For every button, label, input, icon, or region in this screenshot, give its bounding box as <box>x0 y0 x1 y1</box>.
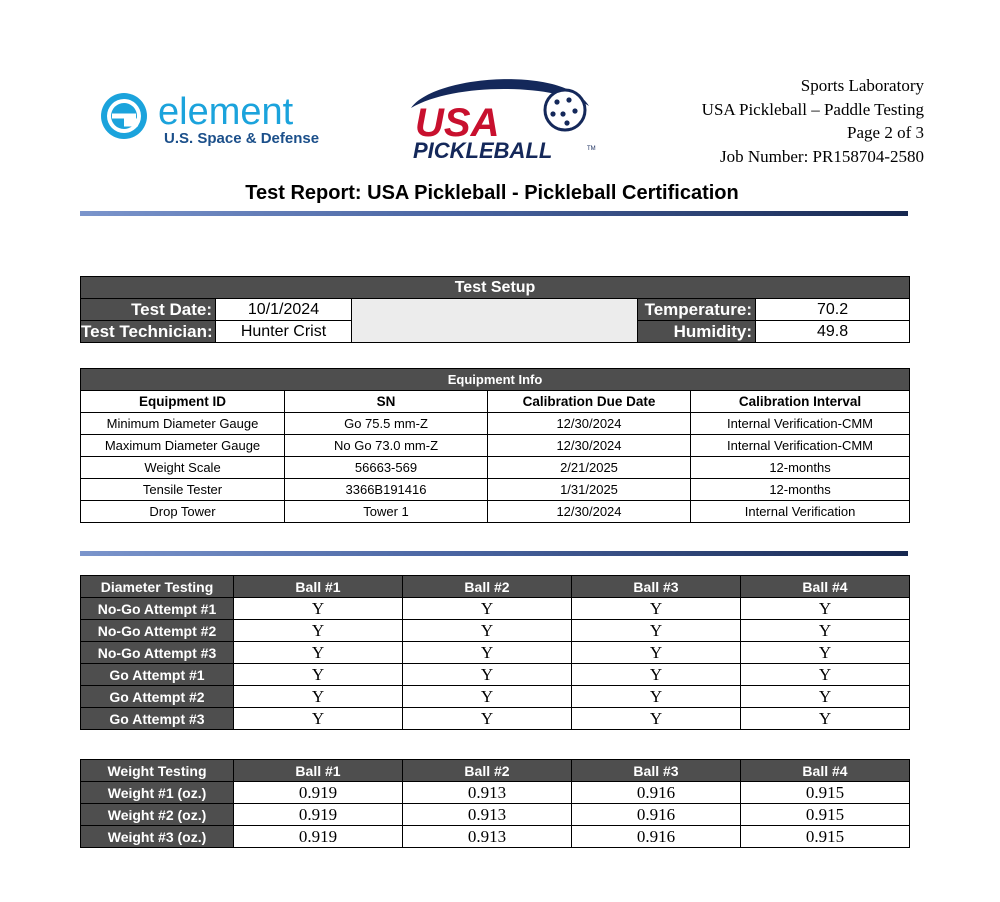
header-divider <box>80 211 908 216</box>
setup-spacer <box>352 299 638 343</box>
equipment-interval-cell: 12-months <box>691 457 910 479</box>
result-cell: Y <box>572 598 741 620</box>
result-cell: Y <box>741 620 910 642</box>
weight-header-label: Weight Testing <box>81 760 234 782</box>
test-date-label: Test Date: <box>81 299 216 321</box>
result-cell: Y <box>403 642 572 664</box>
test-date-value: 10/1/2024 <box>216 299 352 321</box>
table-row <box>81 413 910 435</box>
equipment-header-due: Calibration Due Date <box>488 391 691 413</box>
usa-pickleball-logo <box>405 72 605 162</box>
equipment-id-cell: Tensile Tester <box>81 479 285 501</box>
row-label: Go Attempt #2 <box>81 686 234 708</box>
table-row <box>81 664 910 686</box>
diameter-header-label: Diameter Testing <box>81 576 234 598</box>
row-label: Go Attempt #3 <box>81 708 234 730</box>
equipment-interval-cell: Internal Verification-CMM <box>691 435 910 457</box>
table-row <box>81 435 910 457</box>
pickleball-logo-word: PICKLEBALL <box>413 138 553 162</box>
equipment-sn-cell: No Go 73.0 mm-Z <box>285 435 488 457</box>
weight-cell: 0.915 <box>741 826 910 848</box>
table-row <box>81 782 910 804</box>
result-cell: Y <box>741 598 910 620</box>
equipment-due-cell: 1/31/2025 <box>488 479 691 501</box>
weight-header-ball-4: Ball #4 <box>741 760 910 782</box>
weight-cell: 0.915 <box>741 782 910 804</box>
row-label: Weight #3 (oz.) <box>81 826 234 848</box>
temperature-value: 70.2 <box>756 299 910 321</box>
weight-cell: 0.913 <box>403 804 572 826</box>
result-cell: Y <box>403 598 572 620</box>
weight-cell: 0.913 <box>403 782 572 804</box>
diameter-header-ball-1: Ball #1 <box>234 576 403 598</box>
temperature-label: Temperature: <box>638 299 756 321</box>
result-cell: Y <box>403 664 572 686</box>
result-cell: Y <box>741 708 910 730</box>
result-cell: Y <box>234 642 403 664</box>
result-cell: Y <box>572 642 741 664</box>
diameter-header-ball-3: Ball #3 <box>572 576 741 598</box>
weight-cell: 0.919 <box>234 782 403 804</box>
lab-name: Sports Laboratory <box>800 76 924 95</box>
result-cell: Y <box>234 598 403 620</box>
equipment-banner: Equipment Info <box>81 369 910 391</box>
result-cell: Y <box>572 620 741 642</box>
row-label: Weight #2 (oz.) <box>81 804 234 826</box>
table-row <box>81 708 910 730</box>
equipment-id-cell: Weight Scale <box>81 457 285 479</box>
table-row <box>81 479 910 501</box>
weight-header-ball-1: Ball #1 <box>234 760 403 782</box>
result-cell: Y <box>572 664 741 686</box>
element-logo-name: element <box>158 91 294 133</box>
equipment-table <box>80 368 910 523</box>
result-cell: Y <box>234 620 403 642</box>
element-logo <box>100 90 340 150</box>
result-cell: Y <box>234 686 403 708</box>
trademark-mark: TM <box>587 146 596 152</box>
table-row <box>81 620 910 642</box>
weight-cell: 0.919 <box>234 804 403 826</box>
result-cell: Y <box>741 642 910 664</box>
weight-cell: 0.915 <box>741 804 910 826</box>
section-divider <box>80 551 908 556</box>
equipment-sn-cell: 3366B191416 <box>285 479 488 501</box>
pickleball-icon <box>545 90 585 130</box>
weight-cell: 0.916 <box>572 826 741 848</box>
page-number: Page 2 of 3 <box>847 123 924 142</box>
equipment-interval-cell: Internal Verification-CMM <box>691 413 910 435</box>
weight-header-ball-3: Ball #3 <box>572 760 741 782</box>
result-cell: Y <box>234 708 403 730</box>
table-row <box>81 501 910 523</box>
element-logo-tagline: U.S. Space & Defense <box>164 130 320 147</box>
table-row <box>81 804 910 826</box>
equipment-sn-cell: Go 75.5 mm-Z <box>285 413 488 435</box>
test-setup-table <box>80 276 910 343</box>
weight-cell: 0.916 <box>572 804 741 826</box>
technician-value: Hunter Crist <box>216 321 352 343</box>
result-cell: Y <box>572 708 741 730</box>
lab-info <box>702 74 924 168</box>
equipment-due-cell: 12/30/2024 <box>488 501 691 523</box>
element-logo-icon <box>101 93 147 139</box>
equipment-due-cell: 2/21/2025 <box>488 457 691 479</box>
equipment-id-cell: Maximum Diameter Gauge <box>81 435 285 457</box>
table-row <box>81 598 910 620</box>
equipment-due-cell: 12/30/2024 <box>488 413 691 435</box>
equipment-sn-cell: Tower 1 <box>285 501 488 523</box>
equipment-header-interval: Calibration Interval <box>691 391 910 413</box>
lab-program: USA Pickleball – Paddle Testing <box>701 99 924 119</box>
result-cell: Y <box>234 664 403 686</box>
humidity-value: 49.8 <box>756 321 910 343</box>
result-cell: Y <box>403 620 572 642</box>
table-row <box>81 457 910 479</box>
table-row <box>81 686 910 708</box>
diameter-testing-table <box>80 575 910 730</box>
equipment-interval-cell: Internal Verification <box>691 501 910 523</box>
result-cell: Y <box>403 708 572 730</box>
equipment-due-cell: 12/30/2024 <box>488 435 691 457</box>
humidity-label: Humidity: <box>638 321 756 343</box>
weight-cell: 0.913 <box>403 826 572 848</box>
row-label: Weight #1 (oz.) <box>81 782 234 804</box>
weight-header-ball-2: Ball #2 <box>403 760 572 782</box>
result-cell: Y <box>741 664 910 686</box>
equipment-header-id: Equipment ID <box>81 391 285 413</box>
result-cell: Y <box>741 686 910 708</box>
row-label: No-Go Attempt #1 <box>81 598 234 620</box>
diameter-header-ball-4: Ball #4 <box>741 576 910 598</box>
usa-logo-word: USA <box>415 101 500 145</box>
diameter-header-ball-2: Ball #2 <box>403 576 572 598</box>
equipment-id-cell: Minimum Diameter Gauge <box>81 413 285 435</box>
row-label: No-Go Attempt #3 <box>81 642 234 664</box>
table-row <box>81 826 910 848</box>
equipment-header-sn: SN <box>285 391 488 413</box>
row-label: No-Go Attempt #2 <box>81 620 234 642</box>
test-setup-banner: Test Setup <box>81 277 910 299</box>
weight-cell: 0.916 <box>572 782 741 804</box>
equipment-interval-cell: 12-months <box>691 479 910 501</box>
result-cell: Y <box>403 686 572 708</box>
table-row <box>81 642 910 664</box>
job-number: Job Number: PR158704-2580 <box>720 146 924 166</box>
report-title: Test Report: USA Pickleball - Pickleball Certification <box>245 182 739 204</box>
technician-label: Test Technician: <box>81 321 216 343</box>
row-label: Go Attempt #1 <box>81 664 234 686</box>
equipment-sn-cell: 56663-569 <box>285 457 488 479</box>
weight-testing-table <box>80 759 910 848</box>
result-cell: Y <box>572 686 741 708</box>
weight-cell: 0.919 <box>234 826 403 848</box>
equipment-id-cell: Drop Tower <box>81 501 285 523</box>
